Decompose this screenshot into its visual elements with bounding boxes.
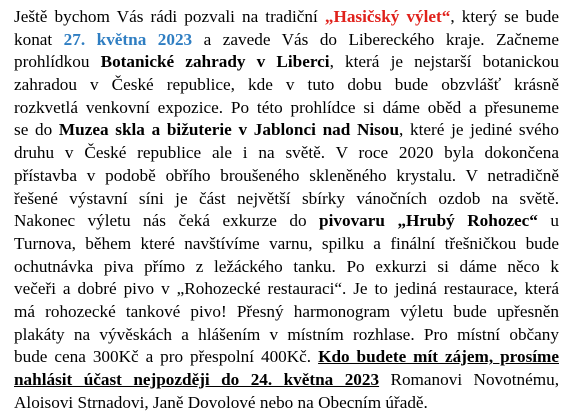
text-line (14, 210, 559, 233)
emphasis-u: nahlásit účast nejpozději do 24. května 2023 (14, 370, 380, 389)
text-run: rozkvetlá venkovní expozice. Po této prohlídce si dáme oběd a přesuneme (14, 97, 559, 117)
text-run: Aloisovi Strnadovi, Janě Dovolové nebo na Obecním úřadě. (14, 392, 428, 412)
text-line (14, 29, 559, 52)
text-run: u (537, 211, 560, 231)
text-line (14, 369, 559, 392)
text-line (14, 392, 559, 414)
text-run: konat (14, 29, 64, 49)
text-line (14, 346, 559, 369)
text-run: Ještě bychom Vás rádi pozvali na tradiční (14, 7, 325, 26)
text-run: zahradou v České republice, kde v tuto dobu bude obzvlášť krásně (14, 75, 559, 95)
invitation-paragraph (14, 6, 559, 414)
emphasis-b: Botanické zahrady v Liberci (100, 52, 330, 72)
text-line (14, 51, 559, 74)
text-line (14, 6, 559, 29)
text-run: přístavba v podobě obřího broušeného skleněného krystalu. V netradičně (14, 165, 559, 185)
text-run: Nakonec výletu nás čeká exkurze do (14, 211, 320, 231)
text-line (14, 278, 559, 301)
text-run: bude cena 300Kč a pro přespolní 400Kč. (14, 347, 319, 367)
text-run: , která je nejstarší botanickou (329, 52, 559, 72)
text-line (14, 97, 559, 120)
emphasis-blue: 27. května 2023 (63, 29, 193, 49)
text-run: Romanovi Novotnému, (379, 370, 559, 389)
text-run: večeři a dobré pivo v „Rohozecké restauraci“. Je to jediná restaurace, která (14, 279, 559, 299)
text-run: , který se bude (450, 7, 559, 26)
text-line (14, 301, 559, 324)
text-line (14, 142, 559, 165)
emphasis-u: Kdo budete mít zájem, prosíme (318, 347, 559, 367)
text-line (14, 324, 559, 347)
text-run: plakáty na vývěskách a hlášením v místním rozhlase. Pro místní občany (14, 324, 559, 344)
text-run: ochutnávka piva přímo z ležáckého tanku. Po exkurzi si dáme něco k (14, 256, 559, 276)
emphasis-red: „Hasičský výlet“ (324, 7, 451, 26)
text-run: řešené výstavní síni je část největší sbírky vánočních ozdob na světě. (14, 188, 559, 208)
text-line (14, 119, 559, 142)
text-run: prohlídkou (14, 52, 101, 72)
text-run: a zavede Vás do Libereckého kraje. Začneme (192, 29, 559, 49)
text-run: se do (14, 120, 59, 140)
text-line (14, 188, 559, 211)
text-line (14, 233, 559, 256)
text-run: , které je jediné svého (399, 120, 559, 140)
text-line (14, 256, 559, 279)
text-run: Turnova, během které navštívíme varnu, spilku a finální třešničkou bude (14, 233, 559, 253)
text-line (14, 165, 559, 188)
emphasis-b: Muzea skla a bižuterie v Jablonci nad Nisou (58, 120, 400, 140)
text-run: má rohozecké tankové pivo! Přesný harmonogram výletu bude upřesněn (14, 301, 559, 321)
emphasis-b: pivovaru „Hrubý Rohozec“ (319, 211, 538, 231)
text-run: druhu v České republice ale i na světě. V roce 2020 byla dokončena (14, 143, 559, 163)
text-line (14, 74, 559, 97)
